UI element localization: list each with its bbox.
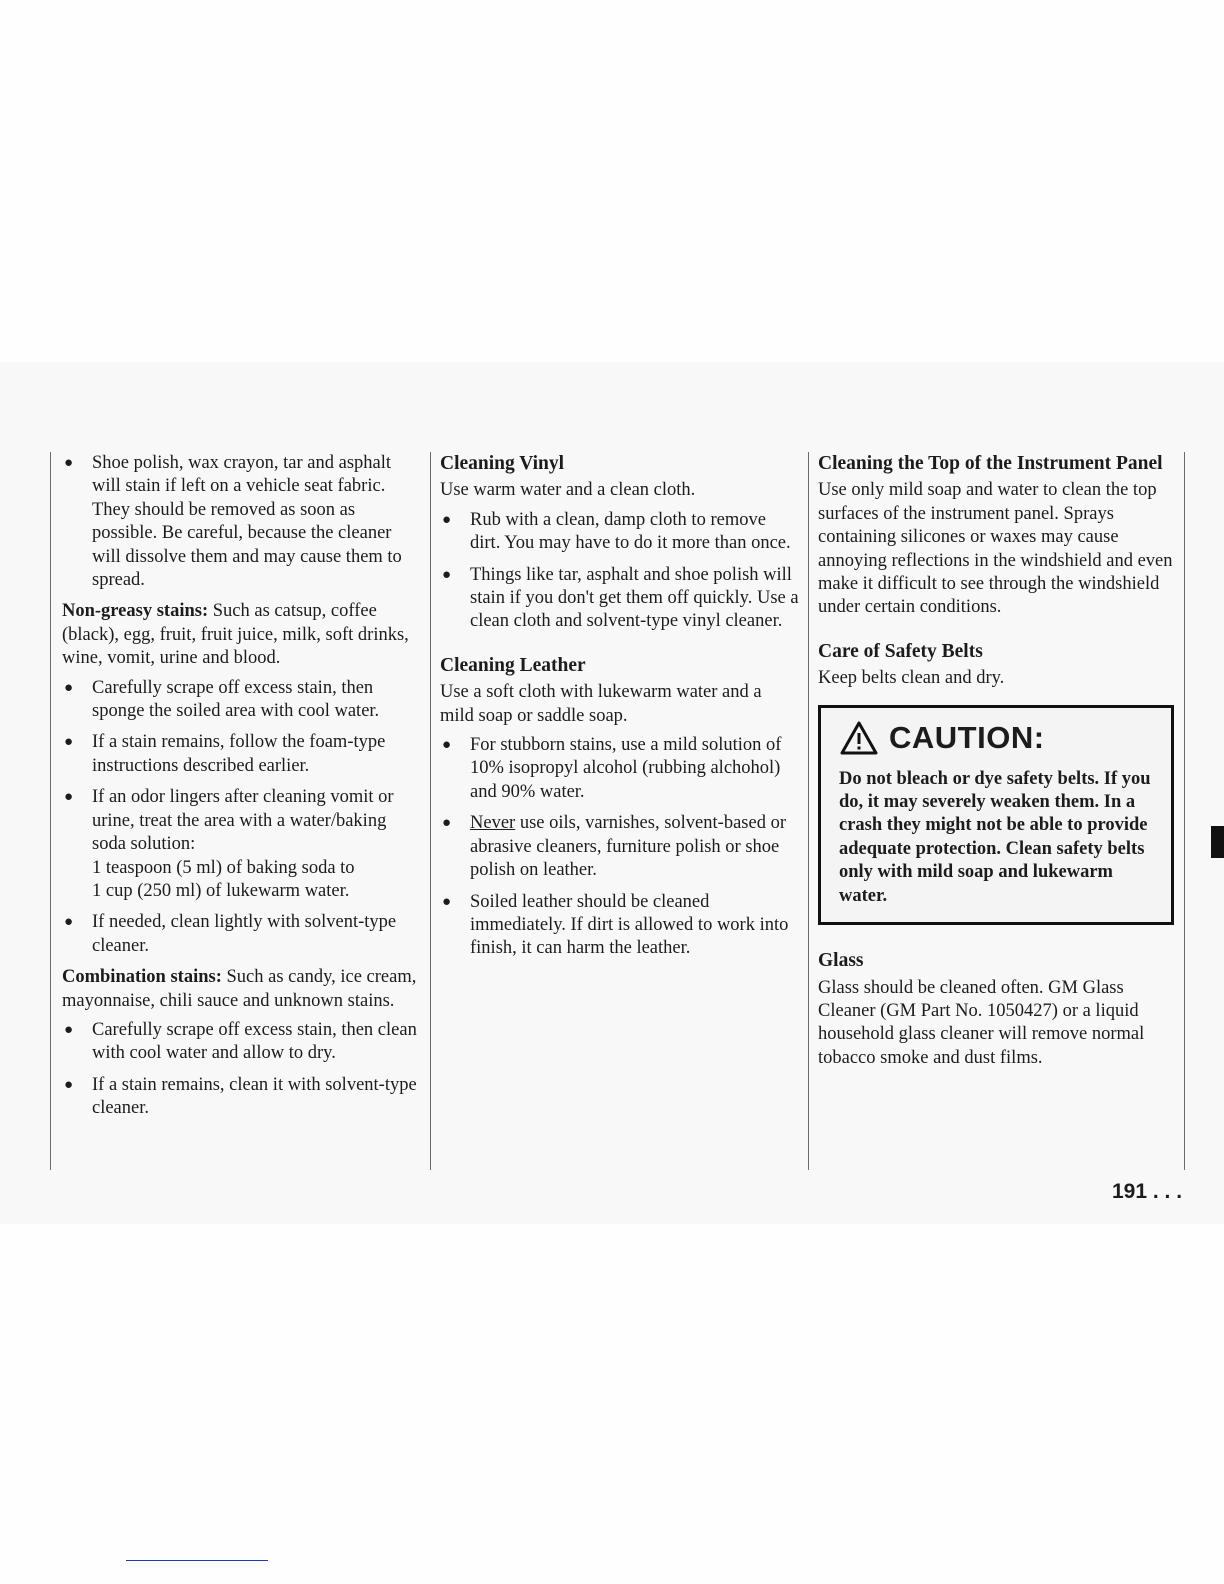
column-stains	[62, 452, 424, 1129]
list-item: ● If a stain remains, follow the foam-type instructions described earlier.	[64, 732, 386, 776]
bullet-icon: ●	[442, 815, 452, 832]
safety-belts-heading: Care of Safety Belts	[818, 640, 983, 662]
column-rule-right	[1184, 452, 1185, 1170]
caution-text: Do not bleach or dye safety belts. If you do, it may severely weaken them. In a crash they might not be able to provide adequate protection. Clean safety belts only with mild soap and lukewarm water.	[839, 768, 1151, 906]
non-greasy-label: Non-greasy stains:	[62, 601, 209, 622]
bullet-icon: ●	[64, 914, 74, 931]
list-item: ● If a stain remains, clean it with solvent-type cleaner.	[64, 1074, 417, 1119]
never-emphasis: Never	[470, 813, 516, 834]
column-rule-middle-1	[430, 452, 431, 1170]
list-item: ● Carefully scrape off excess stain, then sponge the soiled area with cool water.	[64, 677, 380, 722]
combination-label: Combination stains:	[62, 967, 222, 988]
bullet-list-vinyl	[440, 509, 800, 634]
cleaning-leather-intro: Use a soft cloth with lukewarm water and a mild soap or saddle soap.	[440, 682, 762, 726]
non-greasy-paragraph	[62, 600, 424, 670]
list-item: ● Soiled leather should be cleaned immediately. If dirt is allowed to work into finish, it can harm the leather.	[442, 891, 789, 959]
bullet-icon: ●	[64, 734, 74, 751]
list-item: ● If an odor lingers after cleaning vomit or urine, treat the area with a water/baking soda solution: 1 teaspoon (5 ml) of baking soda to 1 cup (250 ml) of lukewarm water.	[64, 787, 394, 901]
bullet-icon: ●	[442, 566, 452, 583]
list-item: ● Carefully scrape off excess stain, then clean with cool water and allow to dry.	[64, 1019, 417, 1064]
bullet-icon: ●	[442, 893, 452, 910]
bullet-list-combination	[62, 1019, 424, 1121]
list-item: ● For stubborn stains, use a mild solution of 10% isopropyl alcohol (rubbing alchohol) and 90% water.	[442, 735, 782, 802]
glass-text: Glass should be cleaned often. GM Glass Cleaner (GM Part No. 1050427) or a liquid household glass cleaner will remove normal tobacco smoke and dust films.	[818, 977, 1145, 1068]
list-item: ● Things like tar, asphalt and shoe polish will stain if you don't get them off quickly. Use a clean cloth and solvent-type vinyl cleaner.	[442, 564, 799, 632]
cleaning-vinyl-intro: Use warm water and a clean cloth.	[440, 480, 696, 501]
column-rule-left	[50, 452, 51, 1170]
bullet-icon: ●	[64, 1021, 74, 1038]
bullet-icon: ●	[64, 679, 74, 696]
bullet-icon: ●	[442, 737, 452, 754]
caution-box	[818, 705, 1174, 925]
caution-header	[839, 720, 1153, 756]
column-panel-belts-glass	[818, 452, 1174, 1070]
bullet-icon: ●	[64, 1076, 74, 1093]
bullet-list-shoe-polish	[62, 452, 424, 592]
non-greasy-text: Such as catsup, coffee (black), egg, fruit, fruit juice, milk, soft drinks, wine, vomit, urine and blood.	[62, 601, 409, 669]
bullet-list-leather	[440, 734, 800, 961]
page-number: 191 . . .	[1112, 1180, 1183, 1203]
bullet-icon: ●	[64, 789, 74, 806]
list-item: ● If needed, clean lightly with solvent-type cleaner.	[64, 912, 397, 956]
bullet-list-non-greasy	[62, 677, 424, 958]
list-item: ● Shoe polish, wax crayon, tar and asphalt will stain if left on a vehicle seat fabric. They should be removed as soon as possible. Be careful, because the cleaner will dissolve them and may cause them to spread.	[64, 453, 402, 591]
list-item: ● Rub with a clean, damp cloth to remove dirt. You may have to do it more than once.	[442, 509, 791, 554]
caution-title: CAUTION:	[889, 719, 1045, 755]
instrument-panel-text: Use only mild soap and water to clean the top surfaces of the instrument panel. Sprays containing silicones or waxes may cause annoying reflections in the windshield and even make it difficult to see through the windshield under certain conditions.	[818, 480, 1173, 618]
section-tab-marker	[1211, 826, 1224, 858]
cleaning-vinyl-heading: Cleaning Vinyl	[440, 453, 565, 474]
warning-triangle-icon	[839, 720, 879, 756]
column-vinyl-leather	[440, 452, 800, 969]
combination-paragraph	[62, 966, 424, 1013]
glass-heading: Glass	[818, 950, 864, 972]
cleaning-leather-heading: Cleaning Leather	[440, 654, 586, 676]
column-rule-middle-2	[808, 452, 809, 1170]
instrument-panel-heading: Cleaning the Top of the Instrument Panel	[818, 453, 1163, 474]
bottom-link-rule	[126, 1560, 268, 1561]
safety-belts-text: Keep belts clean and dry.	[818, 668, 1005, 689]
bullet-icon: ●	[64, 455, 74, 471]
list-item: ● Never use oils, varnishes, solvent-based or abrasive cleaners, furniture polish or shoe polish on leather.	[442, 813, 786, 881]
bullet-icon: ●	[442, 511, 452, 528]
combination-text: Such as candy, ice cream, mayonnaise, chili sauce and unknown stains.	[62, 967, 417, 1011]
